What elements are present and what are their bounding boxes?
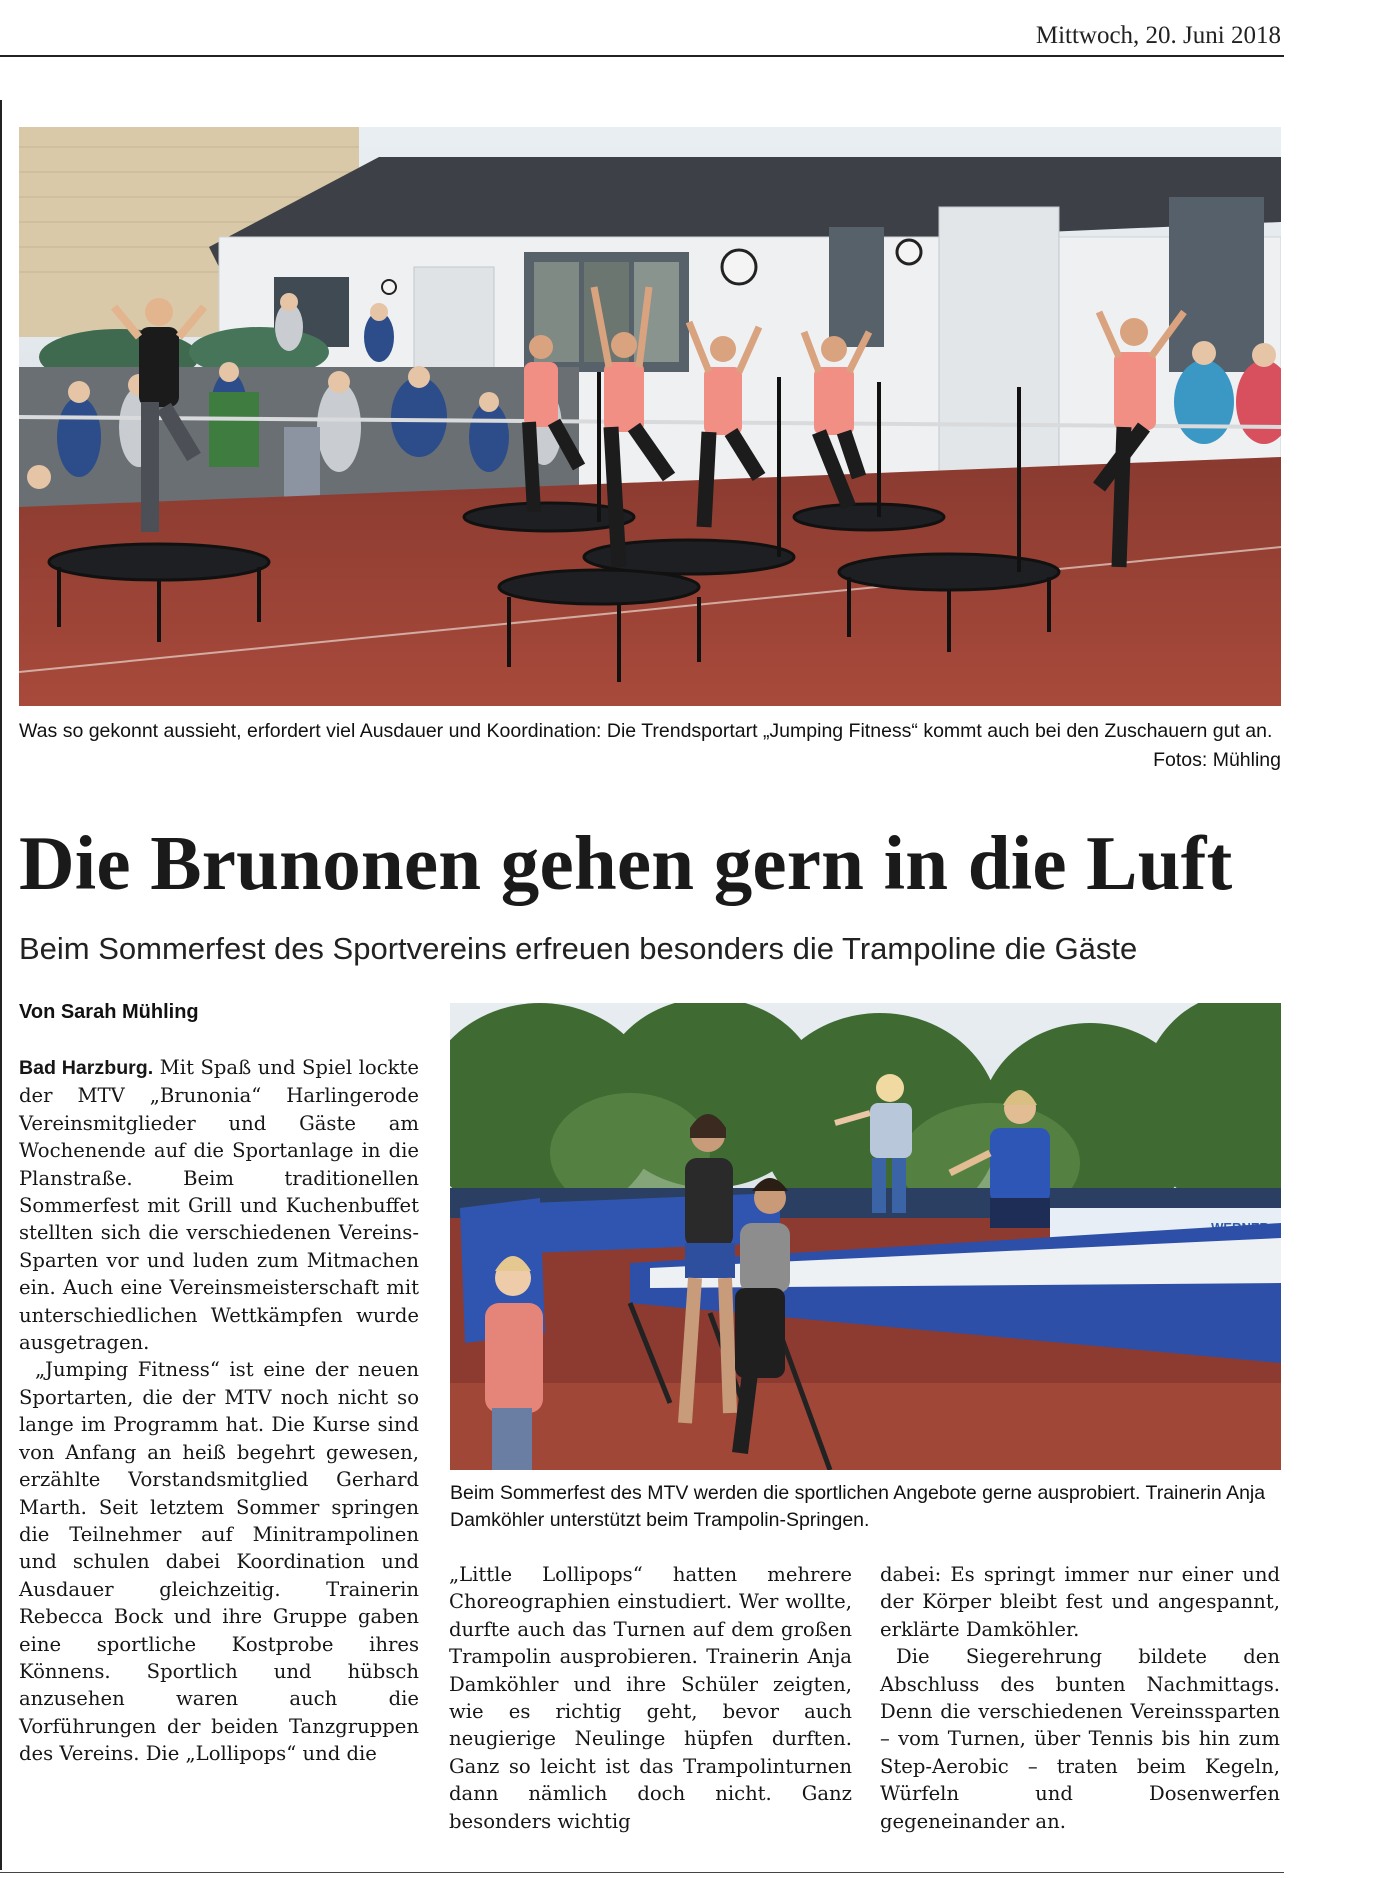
photo-credit: Fotos: Mühling	[1153, 749, 1281, 771]
article-paragraph: „Little Lollipops“ hatten mehrere Choreographien einstudiert. Wer wollte, durfte auch das Turnen auf dem großen Trampolin ausprobieren. Trainerin Anja Damköhler und ihre Schüler zeigten, wie es richtig geht, bevor auch neugierige Neulinge hüpfen durften. Ganz so leicht ist das Trampolinturnen dann nämlich doch nicht. Ganz besonders wichtig	[449, 1563, 852, 1833]
article-paragraph: „Jumping Fitness“ ist eine der neuen Sportarten, die der MTV noch nicht so lange im Programm hat. Die Kurse sind von Anfang an heiß begehrt gewesen, erzählte Vorstandsmitglied Gerhard Marth. Seit letztem Sommer springen die Teilnehmer auf Minitrampolinen und schulen dabei Koordination und Ausdauer gleichzeitig. Trainerin Rebecca Bock und ihre Gruppe gaben eine sportliche Kostprobe ihres Könnens. Sportlich und hübsch anzusehen waren auch die Vorführungen der beiden Tanzgruppen des Vereins. Die „Lollipops“ und die	[19, 1358, 419, 1766]
article-byline: Von Sarah Mühling	[19, 1001, 199, 1023]
article-column-3	[880, 1561, 1280, 1835]
photo-top-caption	[19, 718, 1281, 771]
article-column-2	[449, 1561, 852, 1835]
article-paragraph-text: Mit Spaß und Spiel lockte der MTV „Brunonia“ Harlingerode Vereinsmitglieder und Gäste am Wochenende auf die Sportanlage in die Planstraße. Beim traditionellen Sommerfest mit Grill und Kuchenbuffet stellten sich die verschiedenen Vereins-Sparten vor und luden zum Mitmachen ein. Auch eine Vereinsmeisterschaft mit unterschiedlichen Wettkämpfen wurde ausgetragen.	[19, 1056, 420, 1355]
photo-top-caption-text: Was so gekonnt aussieht, erfordert viel Ausdauer und Koordination: Die Trendsportart „Jumping Fitness“ kommt auch bei den Zuschauern gut an.	[19, 720, 1273, 742]
footer-rule	[0, 1872, 1284, 1873]
header-rule	[0, 55, 1284, 57]
photo-trampoline-image	[450, 1003, 1281, 1470]
column-rule	[0, 100, 2, 1870]
photo-jumping-fitness-image	[19, 127, 1281, 706]
photo-jumping-fitness	[19, 127, 1281, 706]
article-column-1	[19, 1054, 419, 1768]
photo-mid-caption: Beim Sommerfest des MTV werden die sportlichen Angebote gerne ausprobiert. Trainerin Anja Damköhler unterstützt beim Trampolin-Springen.	[450, 1482, 1266, 1531]
photo-trampoline	[450, 1003, 1281, 1470]
article-paragraph: dabei: Es springt immer nur einer und der Körper bleibt fest und angespannt, erklärte Damköhler.	[880, 1563, 1280, 1641]
article-paragraph: Die Siegerehrung bildete den Abschluss des bunten Nachmittags. Denn die verschiedenen Vereinssparten – vom Turnen, über Tennis bis hin zum Step-Aerobic – traten beim Kegeln, Würfeln und Dosenwerfen gegeneinander an.	[880, 1645, 1280, 1833]
article-dateline: Bad Harzburg.	[19, 1057, 154, 1079]
article-subheadline: Beim Sommerfest des Sportvereins erfreuen besonders die Trampoline die Gäste	[19, 931, 1138, 966]
issue-date: Mittwoch, 20. Juni 2018	[1035, 22, 1281, 49]
article-paragraph	[19, 1054, 419, 1356]
article-headline: Die Brunonen gehen gern in die Luft	[19, 820, 1233, 906]
